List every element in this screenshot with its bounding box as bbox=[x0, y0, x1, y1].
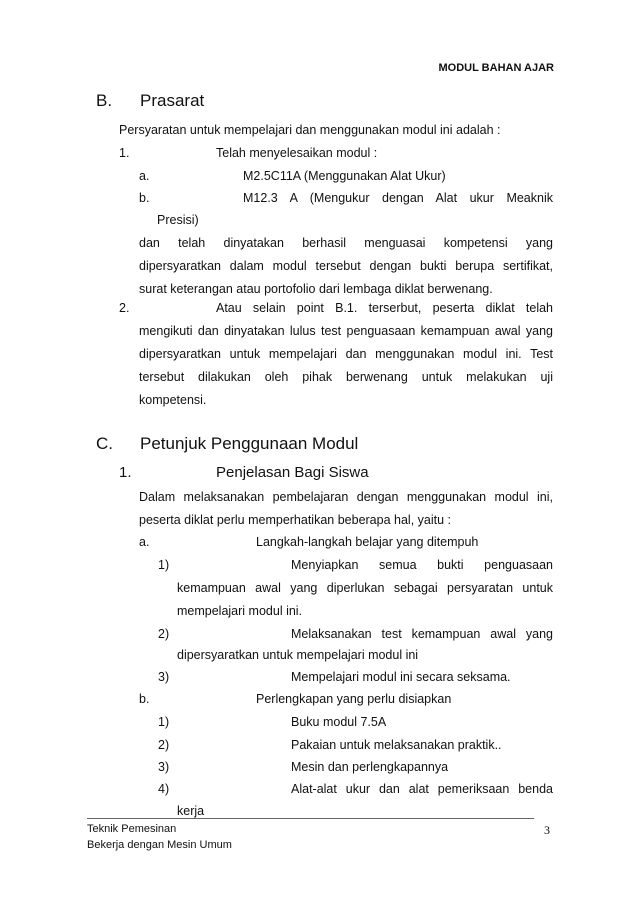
item-b-title: Perlengkapan yang perlu disiapkan bbox=[256, 692, 452, 706]
step-1-line: mempelajari modul ini. bbox=[177, 604, 303, 618]
equipment-4-continuation: kerja bbox=[177, 804, 205, 818]
item-1-text: Telah menyelesaikan modul : bbox=[216, 146, 378, 160]
item-1-para-line: dipersyaratkan dalam modul tersebut dengan bukti berupa sertifikat, bbox=[139, 259, 553, 273]
section-c-intro-line: peserta diklat perlu memperhatikan beberapa hal, yaitu : bbox=[139, 513, 451, 527]
step-1-line: kemampuan awal yang diperlukan sebagai persyaratan untuk bbox=[177, 581, 553, 595]
item-1a-label: a. bbox=[139, 169, 150, 183]
equipment-4-number: 4) bbox=[158, 782, 170, 796]
item-2-number: 2. bbox=[119, 301, 130, 315]
equipment-2-text: Pakaian untuk melaksanakan praktik.. bbox=[291, 738, 502, 752]
item-1a-text: M2.5C11A (Menggunakan Alat Ukur) bbox=[243, 169, 446, 183]
item-1-para-line: dan telah dinyatakan berhasil menguasai kompetensi yang bbox=[139, 236, 553, 250]
equipment-4-text: Alat-alat ukur dan alat pemeriksaan benda bbox=[291, 782, 553, 796]
item-2-first-line: Atau selain point B.1. terserbut, peserta diklat telah bbox=[216, 301, 553, 315]
equipment-3-text: Mesin dan perlengkapannya bbox=[291, 760, 449, 774]
step-3-number: 3) bbox=[158, 670, 170, 684]
step-2-number: 2) bbox=[158, 627, 170, 641]
section-c-title: Petunjuk Penggunaan Modul bbox=[140, 434, 359, 453]
section-c-intro-line: Dalam melaksanakan pembelajaran dengan menggunakan modul ini, bbox=[139, 490, 553, 504]
section-c-letter: C. bbox=[96, 434, 113, 453]
item-1b-label: b. bbox=[139, 191, 150, 205]
item-b-label: b. bbox=[139, 692, 150, 706]
equipment-2-number: 2) bbox=[158, 738, 170, 752]
item-1b-continuation: Presisi) bbox=[157, 213, 199, 227]
step-1-first-line: Menyiapkan semua bukti penguasaan bbox=[291, 558, 553, 572]
step-2-line: dipersyaratkan untuk mempelajari modul ini bbox=[177, 648, 419, 662]
section-b-intro: Persyaratan untuk mempelajari dan menggunakan modul ini adalah : bbox=[119, 123, 501, 137]
item-2-line: dipersyaratkan untuk mempelajari dan menggunakan modul ini. Test bbox=[139, 347, 553, 361]
footer-line-2: Bekerja dengan Mesin Umum bbox=[87, 839, 232, 851]
section-b-letter: B. bbox=[96, 91, 113, 110]
subsection-1-number: 1. bbox=[119, 464, 132, 481]
footer-divider bbox=[87, 818, 534, 819]
equipment-1-text: Buku modul 7.5A bbox=[291, 715, 387, 729]
equipment-3-number: 3) bbox=[158, 760, 170, 774]
footer-line-1: Teknik Pemesinan bbox=[87, 823, 177, 835]
item-1-para-line: surat keterangan atau portofolio dari lembaga diklat berwenang. bbox=[139, 282, 493, 296]
page-number: 3 bbox=[544, 823, 550, 837]
item-2-line: tersebut dilakukan oleh pihak berwenang untuk melakukan uji bbox=[139, 370, 553, 384]
subsection-1-title: Penjelasan Bagi Siswa bbox=[216, 464, 369, 481]
step-3-text: Mempelajari modul ini secara seksama. bbox=[291, 670, 511, 684]
equipment-1-number: 1) bbox=[158, 715, 170, 729]
step-2-first-line: Melaksanakan test kemampuan awal yang bbox=[291, 627, 553, 641]
item-a-label: a. bbox=[139, 535, 150, 549]
item-2-line: kompetensi. bbox=[139, 393, 207, 407]
section-b-title: Prasarat bbox=[140, 91, 205, 110]
item-1-number: 1. bbox=[119, 146, 130, 160]
step-1-number: 1) bbox=[158, 558, 170, 572]
item-a-title: Langkah-langkah belajar yang ditempuh bbox=[256, 535, 479, 549]
running-header: MODUL BAHAN AJAR bbox=[438, 62, 554, 74]
item-1b-text: M12.3 A (Mengukur dengan Alat ukur Meaknik bbox=[243, 191, 553, 205]
item-2-line: mengikuti dan dinyatakan lulus test penguasaan kemampuan awal yang bbox=[139, 324, 553, 338]
